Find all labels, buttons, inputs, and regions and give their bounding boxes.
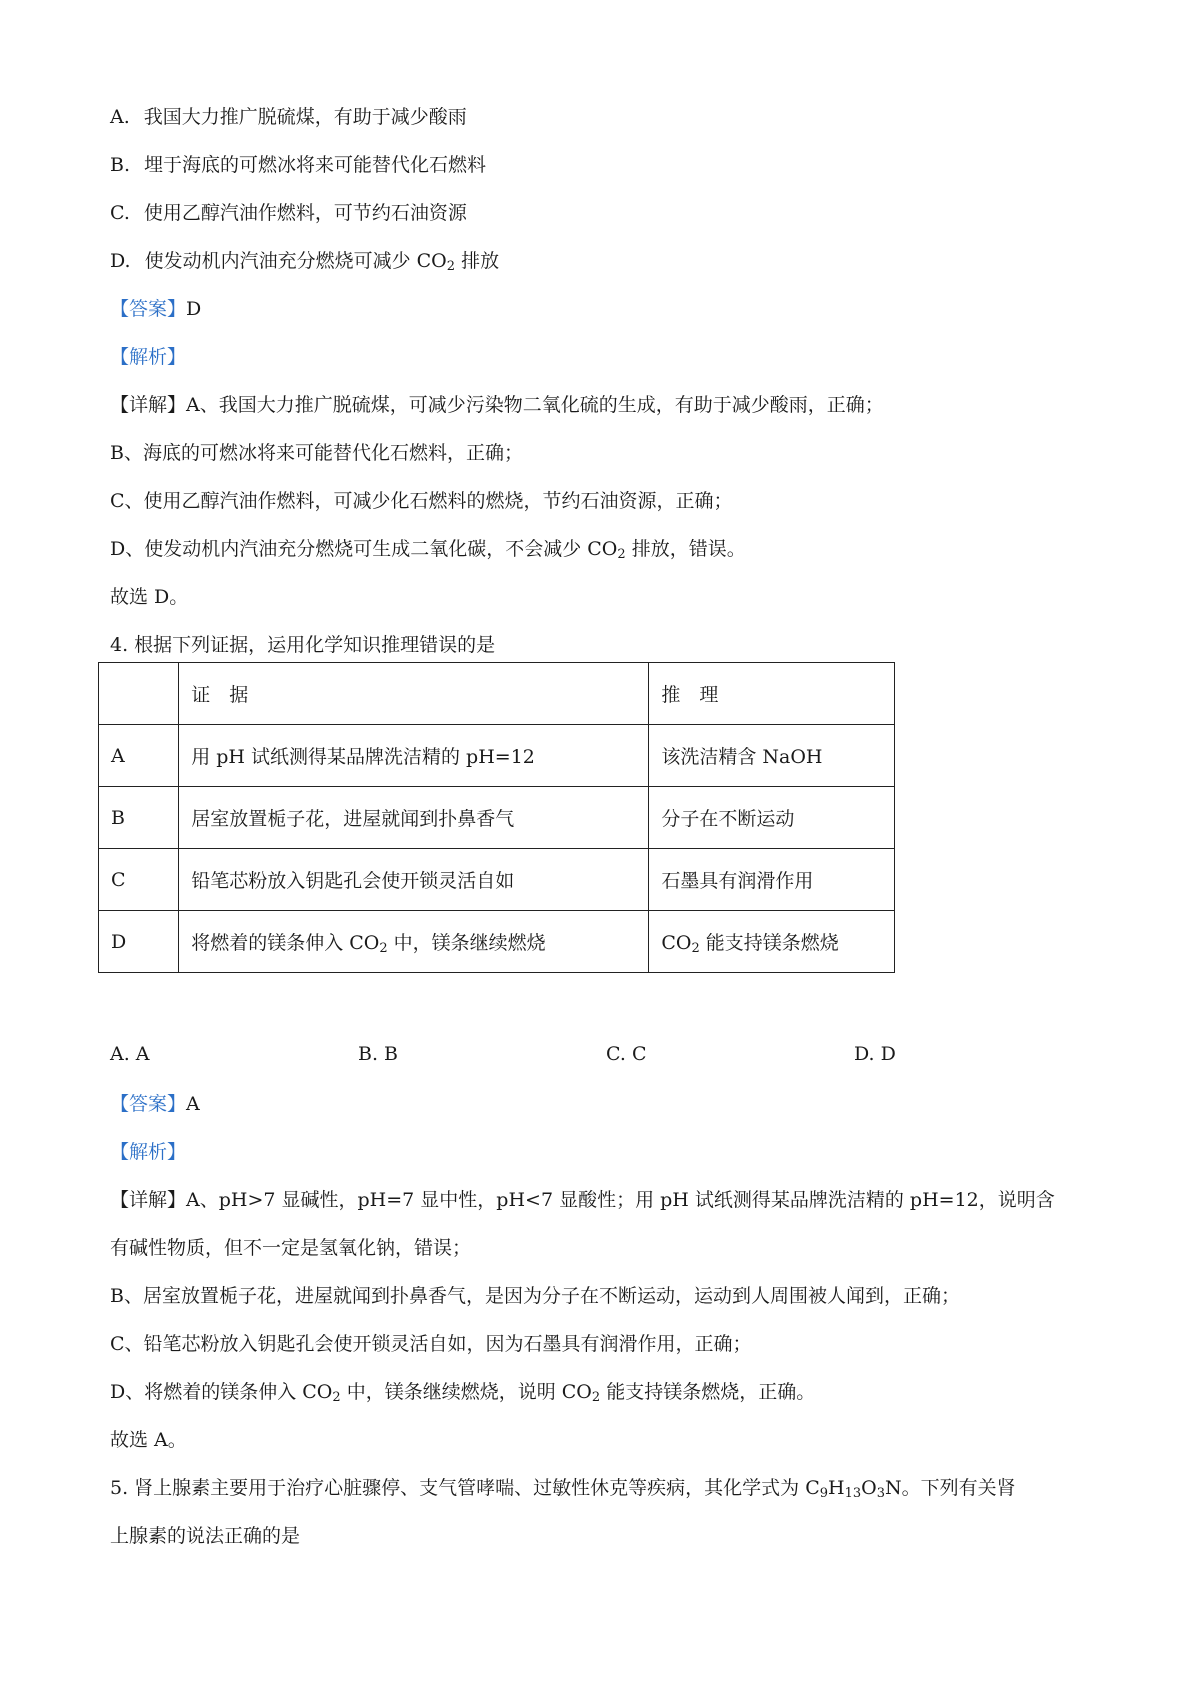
q5-stem-line1 (110, 1475, 1016, 1501)
detail-text: B、居室放置栀子花，进屋就闻到扑鼻香气，是因为分子在不断运动，运动到人周围被人闻到，正确； (110, 1285, 960, 1307)
detail-label: 【详解】 (110, 1189, 187, 1211)
analysis-label: 【解析】 (110, 1141, 187, 1163)
q3-detail-line4 (110, 536, 746, 562)
table-row (99, 911, 895, 973)
answer-label: 【答案】 (110, 1093, 187, 1115)
option-text-after: 排放 (455, 250, 500, 272)
choice-a: A. A (110, 1043, 150, 1065)
formula-part: O (861, 1477, 877, 1499)
q3-detail-line1 (110, 392, 884, 418)
choice-d: D. D (854, 1043, 896, 1065)
option-text: 埋于海底的可燃冰将来可能替代化石燃料 (144, 154, 487, 176)
detail-text: C、铅笔芯粉放入钥匙孔会使开锁灵活自如，因为石墨具有润滑作用，正确； (110, 1333, 752, 1355)
evidence-text: 将燃着的镁条伸入 CO (191, 932, 380, 954)
option-text: 使发动机内汽油充分燃烧可减少 CO (144, 250, 447, 272)
q4-detail-line2 (110, 1283, 960, 1309)
row-label: B (99, 787, 179, 849)
formula-part: N。下列有关肾 (885, 1477, 1016, 1499)
table-header-cell (99, 663, 179, 725)
detail-text: D、使发动机内汽油充分燃烧可生成二氧化碳，不会减少 CO (110, 538, 618, 560)
option-letter: C. (110, 202, 130, 224)
option-letter: A. (110, 106, 130, 128)
subscript: 2 (617, 547, 626, 562)
row-inference: 该洗洁精含 NaOH (649, 725, 895, 787)
subscript: 13 (844, 1486, 862, 1501)
q3-option-c (110, 200, 467, 226)
row-evidence: 铅笔芯粉放入钥匙孔会使开锁灵活自如 (179, 849, 649, 911)
choice-c: C. C (606, 1043, 647, 1065)
detail-text: 有碱性物质，但不一定是氢氧化钠，错误； (110, 1237, 472, 1259)
q4-detail-line4 (110, 1379, 815, 1405)
choice-b: B. B (358, 1043, 399, 1065)
answer-label: 【答案】 (110, 298, 187, 320)
question-stem: 4. 根据下列证据，运用化学知识推理错误的是 (110, 634, 496, 656)
row-inference: 石墨具有润滑作用 (649, 849, 895, 911)
subscript: 3 (876, 1486, 886, 1501)
conclusion-text: 故选 D。 (110, 586, 189, 608)
subscript: 2 (691, 941, 700, 956)
answer-value: A (186, 1093, 200, 1115)
analysis-label: 【解析】 (110, 346, 187, 368)
q4-analysis (110, 1139, 186, 1165)
row-inference (649, 911, 895, 973)
q4-detail-line3 (110, 1331, 752, 1357)
q3-detail-line2 (110, 440, 523, 466)
subscript: 2 (379, 941, 388, 956)
evidence-table (98, 662, 895, 973)
table-header-cell: 证 据 (179, 663, 649, 725)
row-evidence: 居室放置栀子花，进屋就闻到扑鼻香气 (179, 787, 649, 849)
table-row (99, 725, 895, 787)
q3-analysis (110, 344, 186, 370)
row-evidence (179, 911, 649, 973)
option-text: 使用乙醇汽油作燃料，可节约石油资源 (143, 202, 467, 224)
question-stem: 上腺素的说法正确的是 (110, 1525, 301, 1547)
q4-conclusion (110, 1427, 187, 1453)
q3-answer (110, 296, 201, 322)
row-label: D (99, 911, 179, 973)
q3-option-d (110, 248, 499, 274)
table-header-cell: 推 理 (649, 663, 895, 725)
detail-text: C、使用乙醇汽油作燃料，可减少化石燃料的燃烧，节约石油资源，正确； (110, 490, 733, 512)
detail-text: 能支持镁条燃烧，正确。 (600, 1381, 816, 1403)
formula-part: H (828, 1477, 845, 1499)
answer-value: D (186, 298, 202, 320)
row-evidence: 用 pH 试纸测得某品牌洗洁精的 pH=12 (179, 725, 649, 787)
table-row (99, 849, 895, 911)
inference-text: CO (661, 932, 692, 954)
detail-text: 中，镁条继续燃烧，说明 CO (340, 1381, 592, 1403)
q3-conclusion (110, 584, 188, 610)
subscript: 9 (819, 1486, 829, 1501)
q3-detail-line3 (110, 488, 733, 514)
detail-text: 排放，错误。 (625, 538, 746, 560)
detail-text: D、将燃着的镁条伸入 CO (110, 1381, 333, 1403)
question-stem: 5. 肾上腺素主要用于治疗心脏骤停、支气管哮喘、过敏性休克等疾病，其化学式为 C (110, 1477, 820, 1499)
subscript: 2 (332, 1390, 341, 1405)
option-text: 我国大力推广脱硫煤，有助于减少酸雨 (143, 106, 467, 128)
table-header-row (99, 663, 895, 725)
detail-text: A、我国大力推广脱硫煤，可减少污染物二氧化硫的生成，有助于减少酸雨，正确； (186, 394, 884, 416)
q4-answer (110, 1091, 200, 1117)
subscript: 2 (591, 1390, 601, 1405)
row-label: C (99, 849, 179, 911)
subscript: 2 (446, 259, 456, 274)
row-label: A (99, 725, 179, 787)
row-inference: 分子在不断运动 (649, 787, 895, 849)
q4-detail-line1 (110, 1187, 1055, 1213)
inference-text: 能支持镁条燃烧 (699, 932, 839, 954)
q4-choices (110, 1043, 1010, 1069)
option-letter: B. (110, 154, 131, 176)
conclusion-text: 故选 A。 (110, 1429, 187, 1451)
q4-detail-line1b (110, 1235, 471, 1261)
table-row (99, 787, 895, 849)
q4-stem (110, 632, 495, 658)
q3-option-b (110, 152, 486, 178)
detail-label: 【详解】 (110, 394, 187, 416)
q3-option-a (110, 104, 467, 130)
q5-stem-line2 (110, 1523, 300, 1549)
evidence-text: 中，镁条继续燃烧 (387, 932, 546, 954)
detail-text: B、海底的可燃冰将来可能替代化石燃料，正确； (110, 442, 523, 464)
option-letter: D. (110, 250, 131, 272)
detail-text: A、pH>7 显碱性，pH=7 显中性，pH<7 显酸性；用 pH 试纸测得某品牌洗洁精的 pH=12，说明含 (186, 1189, 1055, 1211)
